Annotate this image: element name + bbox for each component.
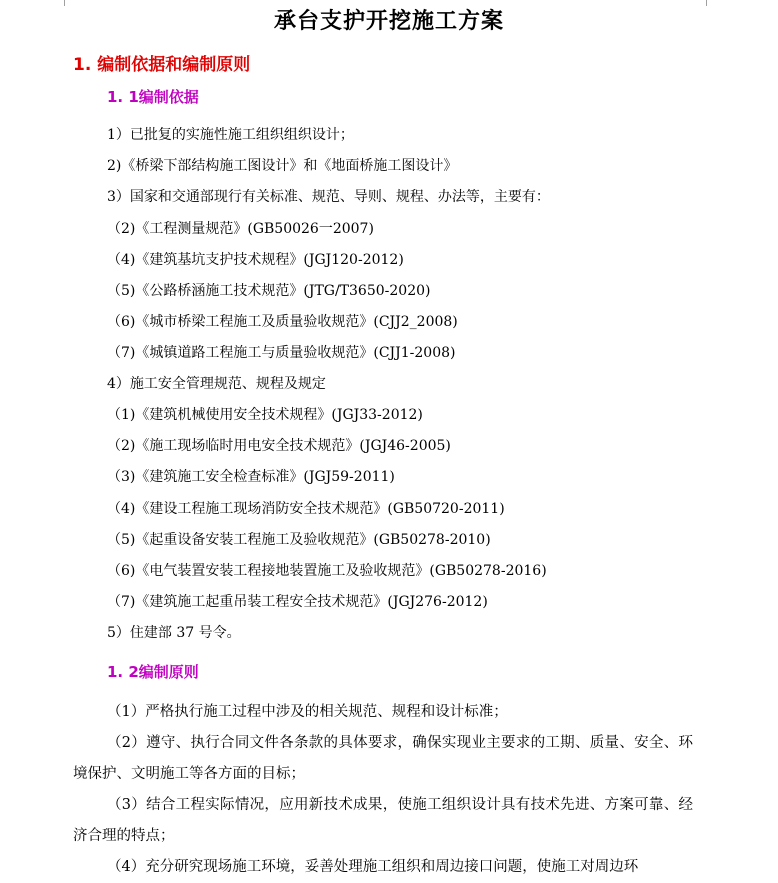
principle-paragraph: （2）遵守、执行合同文件各条款的具体要求，确保实现业主要求的工期、质量、安全、环境保护、文明施工等各方面的目标； — [73, 735, 693, 782]
section-1-heading: 1. 编制依据和编制原则 — [73, 55, 251, 75]
basis-item: 3）国家和交通部现行有关标准、规范、导则、规程、办法等，主要有： — [107, 189, 550, 205]
basis-item: （1)《建筑机械使用安全技术规程》(JGJ33-2012) — [107, 407, 423, 423]
basis-item: （4)《建筑基坑支护技术规程》(JGJ120-2012) — [107, 252, 404, 268]
document-title: 承台支护开挖施工方案 — [273, 8, 504, 34]
basis-item: （6)《城市桥梁工程施工及质量验收规范》(CJJ2_2008) — [107, 314, 458, 330]
basis-item: 4）施工安全管理规范、规程及规定 — [107, 376, 326, 392]
basis-item: （7)《建筑施工起重吊装工程安全技术规范》(JGJ276-2012) — [107, 594, 488, 610]
principle-paragraph: （3）结合工程实际情况，应用新技术成果，使施工组织设计具有技术先进、方案可靠、经济合理的特点； — [73, 797, 693, 844]
basis-item: 1）已批复的实施性施工组织组织设计； — [107, 127, 354, 143]
basis-item: （4)《建设工程施工现场消防安全技术规范》(GB50720-2011) — [107, 501, 505, 517]
basis-item: （6)《电气装置安装工程接地装置施工及验收规范》(GB50278-2016) — [107, 563, 547, 579]
basis-item: 2)《桥梁下部结构施工图设计》和《地面桥施工图设计》 — [107, 158, 458, 174]
basis-item: （5)《公路桥涵施工技术规范》(JTG/T3650-2020) — [107, 283, 431, 299]
basis-item: 5）住建部 37 号令。 — [107, 625, 241, 641]
section-1-2-heading: 1. 2编制原则 — [107, 663, 199, 681]
basis-item: （3)《建筑施工安全检查标准》(JGJ59-2011) — [107, 469, 395, 485]
basis-item: （2)《工程测量规范》(GB50026一2007) — [107, 221, 374, 237]
basis-item: （7)《城镇道路工程施工与质量验收规范》(CJJ1-2008) — [107, 345, 456, 361]
principle-paragraph: （4）充分研究现场施工环境，妥善处理施工组织和周边接口问题，使施工对周边环 — [107, 859, 639, 875]
basis-item: （2)《施工现场临时用电安全技术规范》(JGJ46-2005) — [107, 438, 451, 454]
principle-paragraph: （1）严格执行施工过程中涉及的相关规范、规程和设计标准； — [107, 704, 508, 720]
section-1-1-heading: 1. 1编制依据 — [107, 88, 199, 106]
basis-item: （5)《起重设备安装工程施工及验收规范》(GB50278-2010) — [107, 532, 491, 548]
